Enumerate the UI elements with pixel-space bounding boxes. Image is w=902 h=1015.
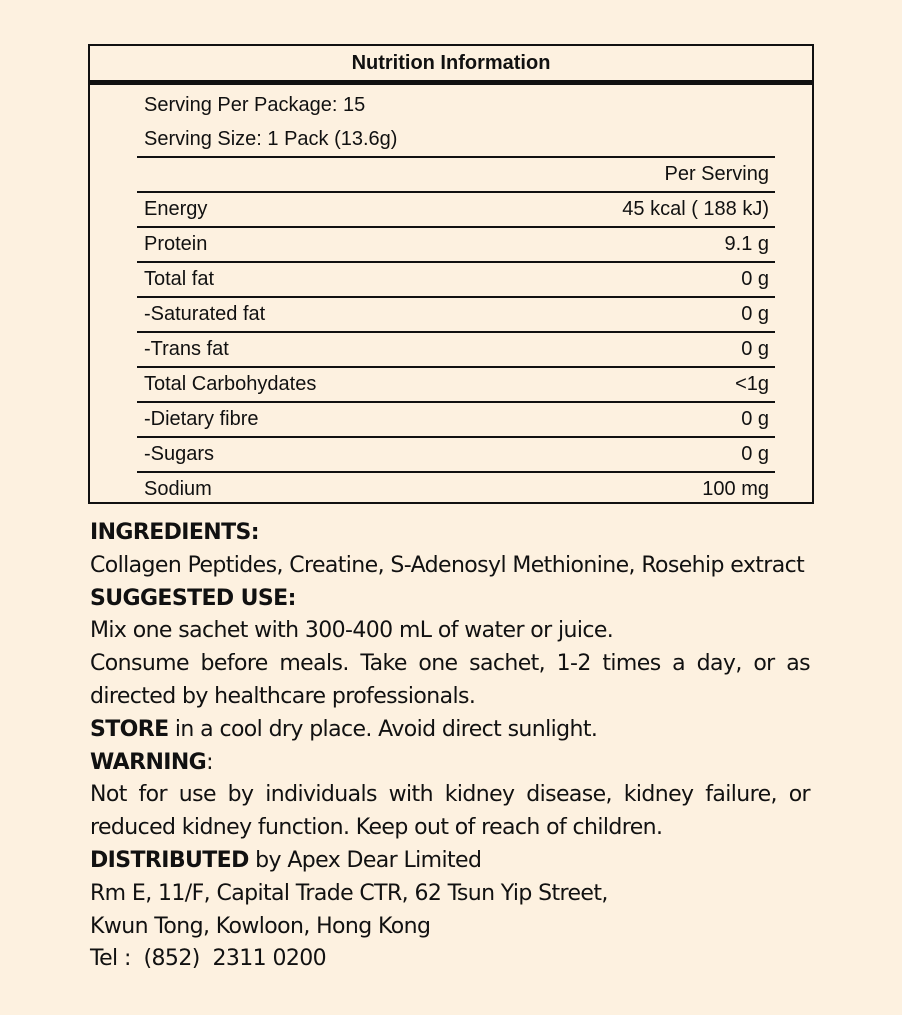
nutrient-row-energy	[137, 191, 775, 226]
nutrient-row-sugars	[137, 436, 775, 471]
ingredients-heading: INGREDIENTS:	[90, 520, 259, 545]
nutrient-value: 0 g	[741, 338, 769, 360]
nutrient-value: 0 g	[741, 268, 769, 290]
address-line2: Kwun Tong, Kowloon, Hong Kong	[90, 913, 431, 939]
nutrient-label: Protein	[144, 233, 208, 255]
nutrient-label: -Saturated fat	[144, 303, 266, 325]
nutrient-label: Energy	[144, 198, 208, 220]
nutrient-label: Total fat	[144, 268, 215, 290]
nutrient-label: Total Carbohydates	[144, 373, 317, 395]
nutrient-value: 9.1 g	[724, 233, 769, 255]
nutrient-row-total-fat	[137, 261, 775, 296]
suggested-use-line2: Consume before meals. Take one sachet, 1-2 times a day, or as directed by healthcare professionals.	[90, 651, 810, 709]
column-header-per-serving: Per Serving	[664, 163, 769, 185]
nutrient-row-dietary-fibre	[137, 401, 775, 436]
store-heading: STORE	[90, 716, 169, 742]
suggested-use-heading: SUGGESTED USE:	[90, 585, 296, 611]
nutrient-row-protein	[137, 226, 775, 261]
nutrition-body	[137, 88, 775, 506]
store-text: in a cool dry place. Avoid direct sunlight.	[168, 716, 598, 742]
nutrient-label: -Dietary fibre	[144, 408, 259, 430]
distributed-heading: DISTRIBUTED	[90, 847, 249, 873]
nutrition-table	[88, 44, 814, 504]
nutrient-label: -Sugars	[144, 443, 215, 465]
tel-line: Tel : (852) 2311 0200	[90, 946, 327, 972]
nutrient-value: 100 mg	[702, 478, 769, 500]
store-line	[90, 714, 810, 747]
nutrient-value: 0 g	[741, 303, 769, 325]
distributed-line	[90, 845, 810, 878]
distributed-text: by Apex Dear Limited	[248, 847, 482, 873]
warning-heading: WARNING	[90, 749, 207, 775]
serving-per-package: Serving Per Package: 15	[144, 94, 366, 116]
label-text-block	[90, 517, 810, 976]
warning-heading-line	[90, 747, 810, 780]
warning-text: Not for use by individuals with kidney disease, kidney failure, or reduced kidney function. Keep out of reach of children.	[90, 782, 810, 841]
nutrient-label: Sodium	[144, 478, 212, 500]
address-line1: Rm E, 11/F, Capital Trade CTR, 62 Tsun Yip Street,	[90, 880, 608, 906]
nutrient-label: -Trans fat	[144, 338, 229, 360]
nutrient-row-sodium	[137, 471, 775, 506]
nutrient-value: <1g	[735, 373, 769, 395]
nutrient-row-trans-fat	[137, 331, 775, 366]
serving-size: Serving Size: 1 Pack (13.6g)	[144, 128, 398, 150]
nutrient-row-total-carbohydrates	[137, 366, 775, 401]
nutrition-title: Nutrition Information	[90, 46, 812, 85]
column-header-row	[137, 156, 775, 191]
suggested-use-line1: Mix one sachet with 300-400 mL of water or juice.	[90, 618, 614, 644]
nutrient-row-saturated-fat	[137, 296, 775, 331]
nutrient-value: 0 g	[741, 408, 769, 430]
ingredients-text: Collagen Peptides, Creatine, S-Adenosyl Methionine, Rosehip extract	[90, 552, 805, 578]
nutrient-value: 45 kcal ( 188 kJ)	[622, 198, 769, 220]
warning-colon: :	[206, 749, 213, 775]
nutrient-value: 0 g	[741, 443, 769, 465]
